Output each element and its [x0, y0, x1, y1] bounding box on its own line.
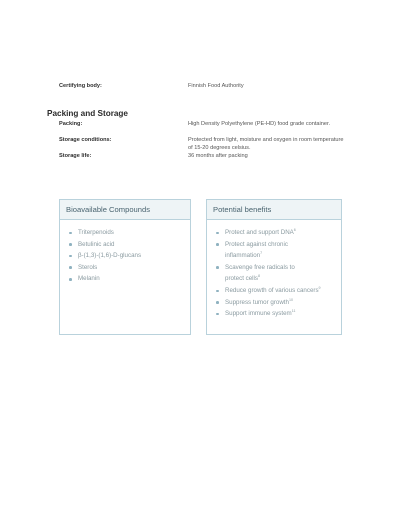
bullet-icon [69, 278, 72, 281]
compounds-title: Bioavailable Compounds [60, 200, 190, 220]
list-item [68, 227, 190, 239]
reference-number: 9 [318, 285, 321, 290]
list-item [68, 250, 190, 262]
bullet-icon [216, 290, 219, 293]
list-item [215, 239, 311, 262]
storage-conditions-label: Storage conditions: [59, 137, 112, 143]
bullet-icon [216, 232, 219, 235]
storage-conditions-value: Protected from light, moisture and oxygen in room temperature of 15-20 degrees celsius. [188, 137, 344, 151]
packing-storage-heading: Packing and Storage [47, 109, 128, 118]
compound-text: Triterpenoids [78, 229, 114, 236]
certifying-body-value: Finnish Food Authority [188, 83, 244, 89]
benefit-text: Reduce growth of various cancers [225, 286, 319, 294]
list-item [68, 262, 190, 274]
storage-life-label: Storage life: [59, 153, 92, 159]
bullet-icon [69, 232, 72, 235]
compounds-list [60, 220, 190, 285]
reference-number: 6 [293, 227, 296, 232]
compounds-box [59, 199, 191, 335]
reference-number: 11 [291, 309, 296, 314]
bullet-icon [69, 255, 72, 258]
list-item [215, 227, 341, 239]
bullet-icon [69, 243, 72, 246]
compound-text: β-(1,3)-(1,6)-D-glucans [78, 252, 142, 260]
packing-label: Packing: [59, 121, 83, 127]
benefits-list [207, 220, 341, 320]
benefits-title: Potential benefits [207, 200, 341, 220]
benefit-text: Protect against chronic inflammation [225, 240, 288, 260]
benefits-box [206, 199, 342, 335]
reference-number: 7 [260, 251, 263, 256]
bullet-icon [69, 266, 72, 269]
list-item [68, 239, 190, 251]
list-item [215, 285, 341, 297]
benefit-text: Protect and support DNA [225, 229, 294, 236]
compound-text: Sterols [78, 263, 98, 271]
compound-text: Betulinic acid [78, 240, 115, 248]
bullet-icon [216, 266, 219, 269]
certifying-body-label: Certifying body: [59, 83, 102, 89]
compound-text: Melanin [78, 275, 100, 283]
bullet-icon [216, 301, 219, 304]
list-item [215, 308, 341, 320]
reference-number: 8 [258, 274, 261, 279]
list-item [215, 262, 311, 285]
bullet-icon [216, 243, 219, 246]
benefit-text: Support immune system [225, 310, 292, 318]
list-item [68, 273, 190, 285]
bullet-icon [216, 313, 219, 316]
list-item [215, 297, 341, 309]
packing-value: High Density Polyethylene (PE-HD) food grade container. [188, 121, 331, 127]
benefit-text: Scavenge free radicals to protect cells [225, 263, 295, 283]
reference-number: 10 [288, 297, 293, 302]
benefit-text: Suppress tumor growth [225, 298, 289, 306]
storage-life-value: 36 months after packing [188, 153, 248, 159]
